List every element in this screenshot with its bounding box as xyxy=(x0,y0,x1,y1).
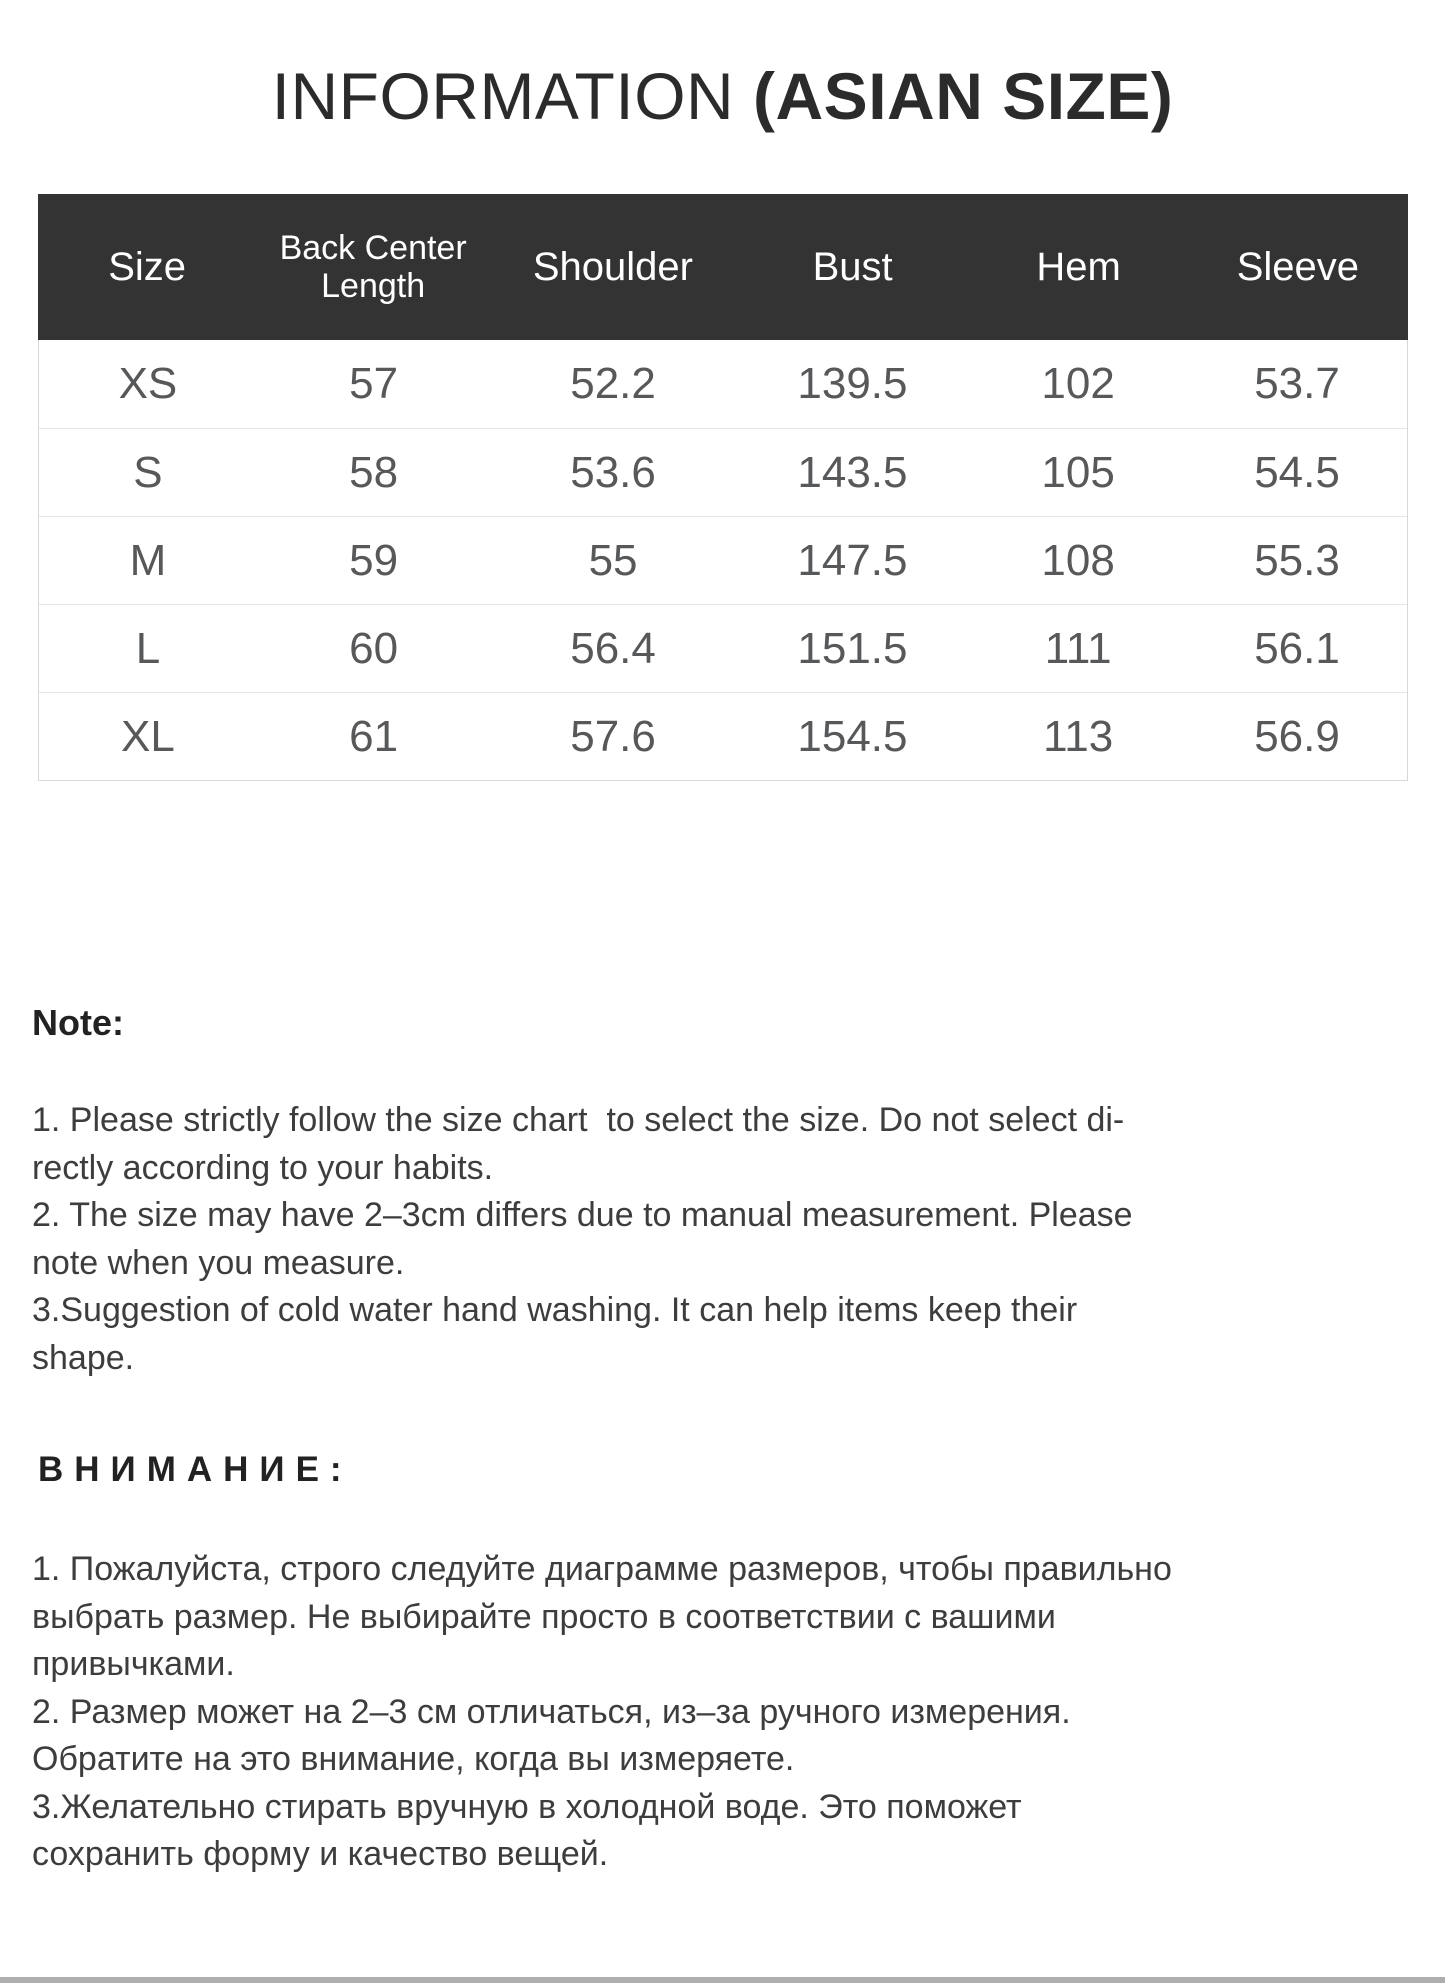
hem-cell: 113 xyxy=(1043,711,1114,761)
bottom-divider xyxy=(0,1977,1445,1983)
column-header-label: Hem xyxy=(1036,244,1121,289)
table-row-m xyxy=(39,516,1407,604)
column-header-shoulder xyxy=(490,194,737,340)
note-line: 1. Пожалуйста, строго следуйте диаграмме размеров, чтобы правильно xyxy=(32,1550,1172,1588)
note-section-en xyxy=(32,1097,1415,1382)
column-header-bust xyxy=(736,194,969,340)
page-title xyxy=(0,56,1445,136)
bust-cell: 143.5 xyxy=(797,447,908,497)
sleeve-cell: 54.5 xyxy=(1254,447,1340,497)
size-cell: M xyxy=(129,535,167,585)
size-table xyxy=(38,194,1408,781)
hem-cell: 102 xyxy=(1041,359,1115,408)
shoulder-cell: 53.6 xyxy=(570,447,656,497)
sleeve-cell: 53.7 xyxy=(1254,359,1340,408)
note-line: note when you measure. xyxy=(32,1243,405,1282)
column-header-label: Bust xyxy=(812,244,893,289)
size-cell: XS xyxy=(118,359,178,408)
title-regular-text: INFORMATION xyxy=(271,59,754,133)
shoulder-cell: 57.6 xyxy=(570,711,656,761)
table-header-row xyxy=(38,194,1408,340)
back-center-length-cell: 57 xyxy=(349,359,399,408)
bust-cell: 139.5 xyxy=(797,359,908,408)
note-section-ru xyxy=(32,1546,1415,1879)
table-row-s xyxy=(39,428,1407,516)
note-line: shape. xyxy=(32,1338,135,1377)
back-center-length-cell: 60 xyxy=(349,623,399,673)
note-heading-ru: ВНИМАНИЕ: xyxy=(38,1450,353,1489)
bust-cell: 151.5 xyxy=(797,623,908,673)
note-line: сохранить форму и качество вещей. xyxy=(32,1835,609,1873)
hem-cell: 105 xyxy=(1041,447,1115,497)
note-line: 3.Suggestion of cold water hand washing. It can help items keep their xyxy=(32,1291,1078,1329)
note-line: привычками. xyxy=(32,1645,235,1683)
column-header-hem xyxy=(969,194,1188,340)
note-line: Обратите на это внимание, когда вы измеряете. xyxy=(32,1740,795,1778)
column-header-label: Shoulder xyxy=(532,244,693,289)
column-header-size xyxy=(38,194,257,340)
hem-cell: 111 xyxy=(1044,623,1112,673)
shoulder-cell: 56.4 xyxy=(570,623,656,673)
note-line: rectly according to your habits. xyxy=(32,1148,494,1187)
sleeve-cell: 56.9 xyxy=(1254,711,1340,761)
size-cell: XL xyxy=(121,711,175,761)
shoulder-cell: 52.2 xyxy=(570,359,656,408)
hem-cell: 108 xyxy=(1041,535,1115,585)
table-body xyxy=(38,340,1408,781)
size-cell: S xyxy=(133,447,163,497)
back-center-length-cell: 59 xyxy=(349,535,399,585)
table-row-xs xyxy=(39,340,1407,428)
table-row-l xyxy=(39,604,1407,692)
size-cell: L xyxy=(135,623,161,673)
column-header-label: Sleeve xyxy=(1236,244,1359,289)
shoulder-cell: 55 xyxy=(588,535,638,585)
bust-cell: 147.5 xyxy=(797,535,908,585)
sleeve-cell: 55.3 xyxy=(1254,535,1340,585)
sleeve-cell: 56.1 xyxy=(1254,623,1340,673)
note-line: 1. Please strictly follow the size chart to select the size. Do not select di- xyxy=(32,1101,1125,1139)
note-line: 3.Желательно стирать вручную в холодной воде. Это поможет xyxy=(32,1787,1022,1826)
bust-cell: 154.5 xyxy=(797,711,908,761)
note-line: 2. Размер может на 2–3 см отличаться, из–за ручного измерения. xyxy=(32,1692,1071,1731)
title-bold-text: (ASIAN SIZE) xyxy=(753,59,1174,133)
note-heading-en: Note: xyxy=(32,1002,124,1043)
note-line: 2. The size may have 2–3cm differs due to manual measurement. Please xyxy=(32,1196,1133,1234)
column-header-label: Size xyxy=(108,244,186,289)
column-header-sleeve xyxy=(1188,194,1407,340)
back-center-length-cell: 61 xyxy=(349,711,399,761)
column-header-back-center-length xyxy=(257,194,490,340)
column-header-label: Back Center Length xyxy=(279,229,467,305)
table-row-xl xyxy=(39,692,1407,780)
note-line: выбрать размер. Не выбирайте просто в соответствии с вашими xyxy=(32,1597,1056,1636)
back-center-length-cell: 58 xyxy=(349,447,399,497)
